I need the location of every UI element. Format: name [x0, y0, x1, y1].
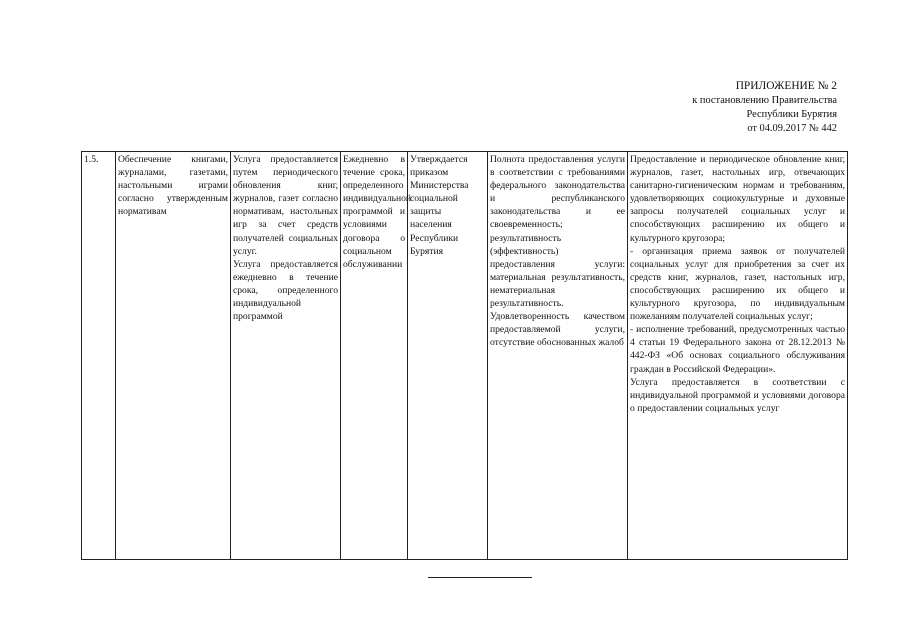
appendix-header [692, 79, 837, 136]
conditions-paragraph: Предоставление и периодическое обновление книг, журналов, газет, настольных игр, отвечающих санитарно-гигиеническим нормам и требованиям, удовлетворяющих социокультурные и духовные запросы получателей социальных услуг и способствующих расширению их общего и культурного кругозора; [630, 154, 845, 244]
appendix-line-2: Республики Бурятия [746, 109, 837, 120]
timing-cell: Ежедневно в течение срока, определенного индивидуальной программой и условиями договора о социальном обслуживании [341, 152, 408, 560]
conditions-cell [628, 152, 848, 560]
row-number: 1.5. [82, 152, 116, 560]
description-paragraph: Услуга предоставляется путем периодического обновления книг, журналов, газет согласно нормативам, настольных игр за счет средств получателей социальных услуг. [233, 154, 338, 257]
conditions-paragraph: Услуга предоставляется в соответствии с индивидуальной программой и условиями договора о предоставлении социальных услуг [630, 376, 845, 414]
conditions-paragraph: - исполнение требований, предусмотренных частью 4 статьи 19 Федерального закона от 28.12.2013 № 442-ФЗ «Об основах социального обслуживания граждан в Российской Федерации». [630, 324, 845, 375]
services-table [81, 151, 848, 560]
service-name-cell: Обеспечение книгами, журналами, газетами, настольными играми согласно утвержденным нормативам [116, 152, 231, 560]
conditions-paragraph: - организация приема заявок от получателей социальных услуг для приобретения за счет их средств книг, журналов, газет, настольных игр, способствующих расширению их общего и культурного кругозора, по индивидуальным пожеланиям получателей социальных услуг; [630, 245, 845, 323]
table-row [82, 152, 848, 560]
description-paragraph: Услуга предоставляется ежедневно в течение срока, определенного индивидуальной программой [233, 258, 338, 323]
description-cell [231, 152, 341, 560]
quality-cell: Полнота предоставления услуги в соответствии с требованиями федерального законодательства и республиканского законодательства и ее своевременность; результативность (эффективность) предоставления услуги: материальная результативность, нематериальная результативность. Удовлетворенность качеством предоставляемой услуги, отсутствие обоснованных жалоб [488, 152, 628, 560]
appendix-line-3: от 04.09.2017 № 442 [747, 123, 837, 134]
appendix-line-1: к постановлению Правительства [692, 95, 837, 106]
standard-cell: Утверждается приказом Министерства социальной защиты населения Республики Бурятия [408, 152, 488, 560]
appendix-title: ПРИЛОЖЕНИЕ № 2 [735, 80, 837, 92]
footer-divider [428, 577, 532, 578]
